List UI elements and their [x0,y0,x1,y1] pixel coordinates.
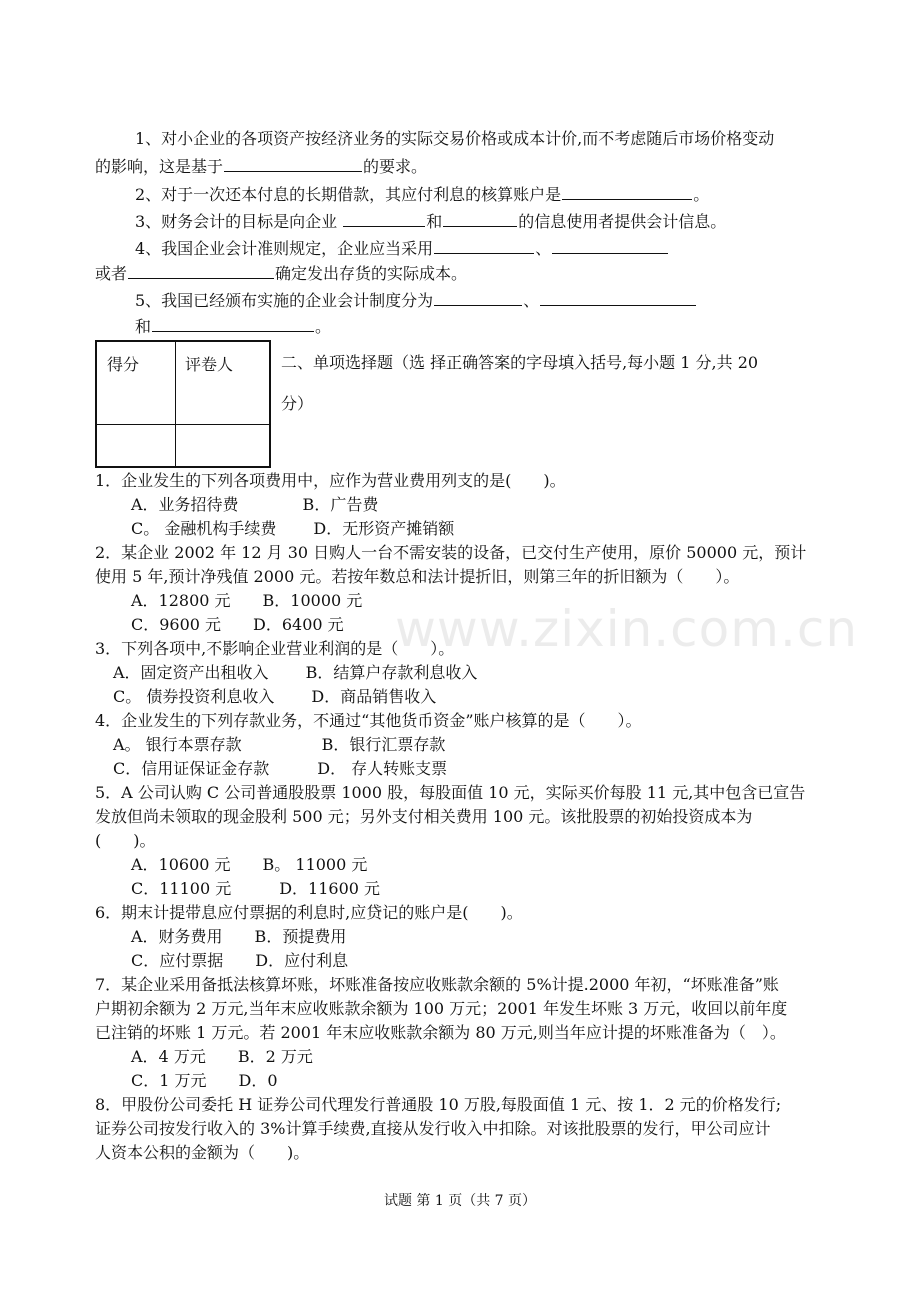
table-divider [97,424,269,425]
page-footer: 试题 第 1 页（共 7 页） [383,1193,537,1209]
question-2-line2: 使用 5 年,预计净残值 2000 元。若按年数总和法计提折旧，则第三年的折旧额为（ ）。 [95,567,740,586]
answer-blank[interactable] [540,289,696,306]
question-6: 6．期末计提带息应付票据的利息时,应贷记的账户是( )。 [95,903,523,922]
fill-q3 [135,210,726,233]
fill-q1-text-b: 的要求。 [363,157,428,176]
section2-heading-line2: 分） [281,394,314,413]
fill-q1-line2 [95,155,427,178]
question-3-options-1: A．固定资产出租收入 B．结算户存款利息收入 [113,663,478,682]
question-7-line3: 已注销的坏账 1 万元。若 2001 年末应收账款余额为 80 万元,则当年应计提的坏账准备为（ ）。 [95,1023,786,1042]
fill-q4-text-b: 、 [535,239,552,258]
fill-q2-text-b: 。 [693,185,710,204]
fill-q3-text-c: 的信息使用者提供会计信息。 [518,212,727,231]
question-7-options-1: A．4 万元 B．2 万元 [131,1047,313,1066]
question-8-line3: 人资本公积的金额为（ )。 [95,1143,310,1162]
question-5-line2: 发放但尚未领取的现金股利 500 元；另外支付相关费用 100 元。该批股票的初始投资成本为 [95,807,753,826]
score-label: 得分 [107,355,140,374]
answer-blank[interactable] [434,237,534,254]
fill-q5-line2 [135,315,331,338]
fill-q5-line1 [135,289,697,312]
fill-q2 [135,183,709,206]
answer-blank[interactable] [552,237,668,254]
answer-blank[interactable] [152,315,314,332]
fill-q5-text-c: 和 [135,317,152,336]
fill-q1-line1: 1、对小企业的各项资产按经济业务的实际交易价格或成本计价,而不考虑随后市场价格变动 [135,129,775,148]
question-5-options-1: A．10600 元 B。 11000 元 [131,855,368,874]
question-8-line2: 证券公司按发行收入的 3%计算手续费,直接从发行收入中扣除。对该批股票的发行，甲公司应计 [95,1119,771,1138]
fill-q4-line2 [95,262,467,285]
question-5-line1: 5．A 公司认购 C 公司普通股股票 1000 股，每股面值 10 元，实际买价每股 11 元,其中包含已宣告 [95,783,806,802]
fill-q4-line1 [135,237,669,260]
question-4-options-1: A。 银行本票存款 B．银行汇票存款 [113,735,446,754]
question-1: 1．企业发生的下列各项费用中，应作为营业费用列支的是( )。 [95,471,566,490]
answer-blank[interactable] [434,289,522,306]
fill-q5-text-b: 、 [523,291,540,310]
fill-q5-text-a: 5、我国已经颁布实施的企业会计制度分为 [135,291,434,310]
question-7-line1: 7．某企业采用备抵法核算坏账，坏账准备按应收账款余额的 5%计提.2000 年初，“坏账准备”账 [95,975,779,994]
answer-blank[interactable] [562,183,692,200]
fill-q2-text-a: 2、对于一次还本付息的长期借款，其应付利息的核算账户是 [135,185,562,204]
question-6-options-1: A．财务费用 B．预提费用 [131,927,347,946]
answer-blank[interactable] [343,210,425,227]
section2-heading-line1: 二、单项选择题（选 择正确答案的字母填入括号,每小题 1 分,共 20 [281,353,759,372]
fill-q5-text-d: 。 [315,317,332,336]
question-2-line1: 2．某企业 2002 年 12 月 30 日购人一台不需安装的设备，已交付生产使用，原价 50000 元，预计 [95,543,807,562]
fill-q4-text-d: 确定发出存货的实际成本。 [275,264,468,283]
question-1-options-1: A．业务招待费 B．广告费 [131,495,379,514]
watermark: www.zixin.com.cn [395,600,859,658]
fill-q4-text-a: 4、我国企业会计准则规定，企业应当采用 [135,239,434,258]
question-3: 3．下列各项中,不影响企业营业利润的是（ ）。 [95,639,455,658]
answer-blank[interactable] [128,262,274,279]
fill-q3-text-a: 3、财务会计的目标是向企业 [135,212,343,231]
grader-label: 评卷人 [185,355,234,374]
question-6-options-2: C．应付票据 D．应付利息 [131,951,349,970]
question-2-options-1: A．12800 元 B．10000 元 [131,591,363,610]
answer-blank[interactable] [224,155,362,172]
question-1-options-2: C。 金融机构手续费 D．无形资产摊销额 [131,519,455,538]
question-4-options-2: C．信用证保证金存款 D． 存人转账支票 [113,759,448,778]
question-8-line1: 8．甲股份公司委托 H 证券公司代理发行普通股 10 万股,每股面值 1 元、按 1．2 元的价格发行; [95,1095,782,1114]
fill-q1-text-a: 的影响，这是基于 [95,157,224,176]
question-7-options-2: C．1 万元 D．0 [131,1071,278,1090]
question-7-line2: 户期初余额为 2 万元,当年末应收账款余额为 100 万元；2001 年发生坏账 3 万元，收回以前年度 [95,999,788,1018]
score-table [95,340,271,468]
table-divider [175,342,176,466]
question-5-options-2: C．11100 元 D．11600 元 [131,879,381,898]
question-2-options-2: C．9600 元 D．6400 元 [131,615,344,634]
fill-q3-text-b: 和 [426,212,443,231]
question-4: 4．企业发生的下列存款业务，不通过“其他货币资金”账户核算的是（ ）。 [95,711,642,730]
question-5-line3: ( )。 [95,831,156,850]
fill-q4-text-c: 或者 [95,264,128,283]
question-3-options-2: C。 债券投资利息收入 D．商品销售收入 [113,687,437,706]
answer-blank[interactable] [443,210,517,227]
